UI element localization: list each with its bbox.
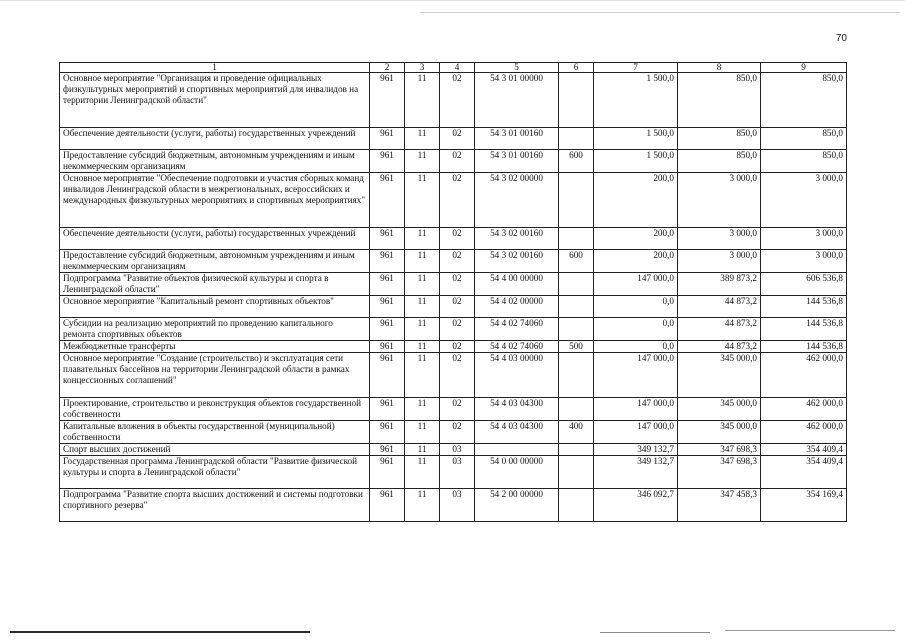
- row-col-8: 345 000,0: [678, 421, 761, 444]
- table-row: [60, 421, 847, 444]
- row-col-3: 11: [405, 398, 440, 421]
- row-col-3: 11: [405, 489, 440, 522]
- row-col-2: 961: [370, 150, 405, 173]
- row-col-8: 3 000,0: [678, 173, 761, 228]
- row-col-6: [559, 273, 594, 296]
- row-name: Проектирование, строительство и реконструкция объектов государственной собственности: [60, 398, 370, 421]
- row-col-4: 02: [440, 228, 475, 250]
- scan-edge-bottom: [10, 631, 310, 633]
- table-row: [60, 489, 847, 522]
- row-col-9: 354 169,4: [761, 489, 847, 522]
- row-col-4: 02: [440, 353, 475, 398]
- row-col-3: 11: [405, 173, 440, 228]
- table-row: [60, 398, 847, 421]
- row-name: Основное мероприятие "Капитальный ремонт спортивных объектов": [60, 296, 370, 318]
- row-col-9: 354 409,4: [761, 456, 847, 489]
- row-col-4: 02: [440, 250, 475, 273]
- row-col-7: 0,0: [594, 318, 678, 341]
- row-col-9: 850,0: [761, 73, 847, 128]
- row-col-9: 3 000,0: [761, 228, 847, 250]
- row-col-6: [559, 353, 594, 398]
- row-col-3: 11: [405, 444, 440, 456]
- row-col-4: 02: [440, 421, 475, 444]
- row-name: Межбюджетные трансферты: [60, 341, 370, 353]
- scan-edge-top: [0, 0, 905, 1]
- row-name: Подпрограмма "Развитие спорта высших достижений и системы подготовки спортивного резерва": [60, 489, 370, 522]
- row-col-6: [559, 296, 594, 318]
- row-col-3: 11: [405, 73, 440, 128]
- row-col-5: 54 3 02 00160: [475, 250, 559, 273]
- row-col-9: 462 000,0: [761, 398, 847, 421]
- row-col-3: 11: [405, 150, 440, 173]
- row-name: Основное мероприятие "Создание (строительство) и эксплуатация сети плавательных бассейнов на территории Ленинградской области в рамках концессионных соглашений": [60, 353, 370, 398]
- row-col-3: 11: [405, 318, 440, 341]
- row-col-7: 0,0: [594, 296, 678, 318]
- row-col-7: 349 132,7: [594, 456, 678, 489]
- row-col-2: 961: [370, 228, 405, 250]
- row-col-6: [559, 318, 594, 341]
- row-col-9: 850,0: [761, 150, 847, 173]
- row-col-9: 354 409,4: [761, 444, 847, 456]
- table-row: [60, 353, 847, 398]
- row-col-7: 147 000,0: [594, 421, 678, 444]
- row-col-9: 462 000,0: [761, 421, 847, 444]
- row-col-7: 147 000,0: [594, 353, 678, 398]
- row-col-4: 03: [440, 444, 475, 456]
- row-col-4: 02: [440, 73, 475, 128]
- header-col-1: 1: [60, 63, 370, 73]
- row-col-9: 462 000,0: [761, 353, 847, 398]
- row-col-2: 961: [370, 318, 405, 341]
- row-col-5: 54 4 00 00000: [475, 273, 559, 296]
- row-name: Капитальные вложения в объекты государственной (муниципальной) собственности: [60, 421, 370, 444]
- row-col-5: 54 4 02 00000: [475, 296, 559, 318]
- row-col-3: 11: [405, 353, 440, 398]
- row-col-8: 345 000,0: [678, 353, 761, 398]
- row-col-7: 147 000,0: [594, 398, 678, 421]
- row-col-6: [559, 228, 594, 250]
- row-col-2: 961: [370, 421, 405, 444]
- row-col-2: 961: [370, 128, 405, 150]
- row-col-3: 11: [405, 228, 440, 250]
- table-row: [60, 273, 847, 296]
- row-col-5: 54 4 03 00000: [475, 353, 559, 398]
- row-col-4: 03: [440, 489, 475, 522]
- row-col-5: 54 3 02 00160: [475, 228, 559, 250]
- row-col-2: 961: [370, 456, 405, 489]
- row-col-7: 0,0: [594, 341, 678, 353]
- table-row: [60, 128, 847, 150]
- row-col-6: [559, 398, 594, 421]
- row-name: Подпрограмма "Развитие объектов физической культуры и спорта в Ленинградской области": [60, 273, 370, 296]
- row-col-6: [559, 173, 594, 228]
- row-col-2: 961: [370, 273, 405, 296]
- table-row: [60, 228, 847, 250]
- row-col-8: 44 873,2: [678, 341, 761, 353]
- row-col-9: 144 536,8: [761, 318, 847, 341]
- scan-edge-bottom-mid: [600, 632, 710, 633]
- row-col-8: 3 000,0: [678, 228, 761, 250]
- table-row: [60, 173, 847, 228]
- row-col-3: 11: [405, 250, 440, 273]
- row-col-6: 600: [559, 250, 594, 273]
- row-col-2: 961: [370, 489, 405, 522]
- row-col-7: 147 000,0: [594, 273, 678, 296]
- row-col-3: 11: [405, 421, 440, 444]
- header-col-5: 5: [475, 63, 559, 73]
- row-name: Государственная программа Ленинградской области "Развитие физической культуры и спорта в Ленинградской области": [60, 456, 370, 489]
- row-col-5: 54 4 02 74060: [475, 341, 559, 353]
- table-row: [60, 73, 847, 128]
- table-header-row: [60, 63, 847, 73]
- row-col-7: 1 500,0: [594, 150, 678, 173]
- row-col-2: 961: [370, 296, 405, 318]
- row-col-7: 200,0: [594, 250, 678, 273]
- row-col-3: 11: [405, 128, 440, 150]
- row-col-6: [559, 128, 594, 150]
- row-col-8: 850,0: [678, 73, 761, 128]
- row-col-6: 500: [559, 341, 594, 353]
- row-col-7: 1 500,0: [594, 73, 678, 128]
- row-col-5: 54 4 03 04300: [475, 421, 559, 444]
- row-col-8: 3 000,0: [678, 250, 761, 273]
- row-col-4: 03: [440, 456, 475, 489]
- row-col-8: 44 873,2: [678, 296, 761, 318]
- row-col-7: 200,0: [594, 173, 678, 228]
- scan-edge-bottom-right: [725, 630, 895, 631]
- row-col-5: 54 4 02 74060: [475, 318, 559, 341]
- row-col-4: 02: [440, 341, 475, 353]
- row-col-5: 54 3 02 00000: [475, 173, 559, 228]
- row-name: Субсидии на реализацию мероприятий по проведению капитального ремонта спортивных объектов: [60, 318, 370, 341]
- row-name: Предоставление субсидий бюджетным, автономным учреждениям и иным некоммерческим организациям: [60, 150, 370, 173]
- row-col-7: 346 092,7: [594, 489, 678, 522]
- table-row: [60, 318, 847, 341]
- row-col-4: 02: [440, 318, 475, 341]
- row-col-4: 02: [440, 173, 475, 228]
- row-name: Обеспечение деятельности (услуги, работы) государственных учреждений: [60, 228, 370, 250]
- row-col-7: 1 500,0: [594, 128, 678, 150]
- row-col-5: 54 3 01 00160: [475, 128, 559, 150]
- row-col-5: 54 3 01 00000: [475, 73, 559, 128]
- row-col-4: 02: [440, 398, 475, 421]
- row-name: Предоставление субсидий бюджетным, автономным учреждениям и иным некоммерческим организациям: [60, 250, 370, 273]
- row-col-9: 606 536,8: [761, 273, 847, 296]
- row-col-2: 961: [370, 444, 405, 456]
- table-row: [60, 150, 847, 173]
- table-row: [60, 341, 847, 353]
- row-col-3: 11: [405, 456, 440, 489]
- row-col-6: [559, 489, 594, 522]
- row-col-4: 02: [440, 150, 475, 173]
- row-col-6: 400: [559, 421, 594, 444]
- row-col-8: 850,0: [678, 128, 761, 150]
- header-col-7: 7: [594, 63, 678, 73]
- row-col-4: 02: [440, 273, 475, 296]
- row-col-9: 144 536,8: [761, 341, 847, 353]
- row-col-4: 02: [440, 128, 475, 150]
- row-col-6: 600: [559, 150, 594, 173]
- page-number: 70: [835, 33, 847, 44]
- header-col-3: 3: [405, 63, 440, 73]
- row-col-5: [475, 444, 559, 456]
- row-col-3: 11: [405, 341, 440, 353]
- row-col-3: 11: [405, 273, 440, 296]
- row-name: Основное мероприятие "Обеспечение подготовки и участия сборных команд инвалидов Ленинградской области в межрегиональных, всероссийских и международных физкультурных мероприятиях и спортивных мероприятиях": [60, 173, 370, 228]
- row-col-8: 347 698,3: [678, 456, 761, 489]
- row-col-5: 54 4 03 04300: [475, 398, 559, 421]
- row-col-9: 850,0: [761, 128, 847, 150]
- row-col-9: 3 000,0: [761, 250, 847, 273]
- header-col-2: 2: [370, 63, 405, 73]
- row-col-2: 961: [370, 250, 405, 273]
- row-col-4: 02: [440, 296, 475, 318]
- row-col-2: 961: [370, 341, 405, 353]
- table-row: [60, 456, 847, 489]
- row-col-8: 44 873,2: [678, 318, 761, 341]
- budget-table: [59, 62, 847, 522]
- header-col-6: 6: [559, 63, 594, 73]
- row-col-9: 144 536,8: [761, 296, 847, 318]
- row-col-8: 347 698,3: [678, 444, 761, 456]
- row-col-2: 961: [370, 73, 405, 128]
- row-col-8: 389 873,2: [678, 273, 761, 296]
- header-col-8: 8: [678, 63, 761, 73]
- row-col-7: 349 132,7: [594, 444, 678, 456]
- table-row: [60, 444, 847, 456]
- row-col-3: 11: [405, 296, 440, 318]
- header-col-9: 9: [761, 63, 847, 73]
- table-row: [60, 296, 847, 318]
- row-col-2: 961: [370, 173, 405, 228]
- row-col-8: 850,0: [678, 150, 761, 173]
- table-row: [60, 250, 847, 273]
- row-col-5: 54 0 00 00000: [475, 456, 559, 489]
- row-col-2: 961: [370, 353, 405, 398]
- row-col-5: 54 3 01 00160: [475, 150, 559, 173]
- header-col-4: 4: [440, 63, 475, 73]
- row-col-8: 347 458,3: [678, 489, 761, 522]
- row-col-2: 961: [370, 398, 405, 421]
- row-col-9: 3 000,0: [761, 173, 847, 228]
- row-col-6: [559, 456, 594, 489]
- row-col-7: 200,0: [594, 228, 678, 250]
- row-name: Спорт высших достижений: [60, 444, 370, 456]
- row-name: Обеспечение деятельности (услуги, работы) государственных учреждений: [60, 128, 370, 150]
- row-col-5: 54 2 00 00000: [475, 489, 559, 522]
- row-name: Основное мероприятие "Организация и проведение официальных физкультурных мероприятий и спортивных мероприятий для инвалидов на территории Ленинградской области": [60, 73, 370, 128]
- row-col-6: [559, 73, 594, 128]
- row-col-8: 345 000,0: [678, 398, 761, 421]
- scan-artifact-line: [420, 12, 900, 13]
- row-col-6: [559, 444, 594, 456]
